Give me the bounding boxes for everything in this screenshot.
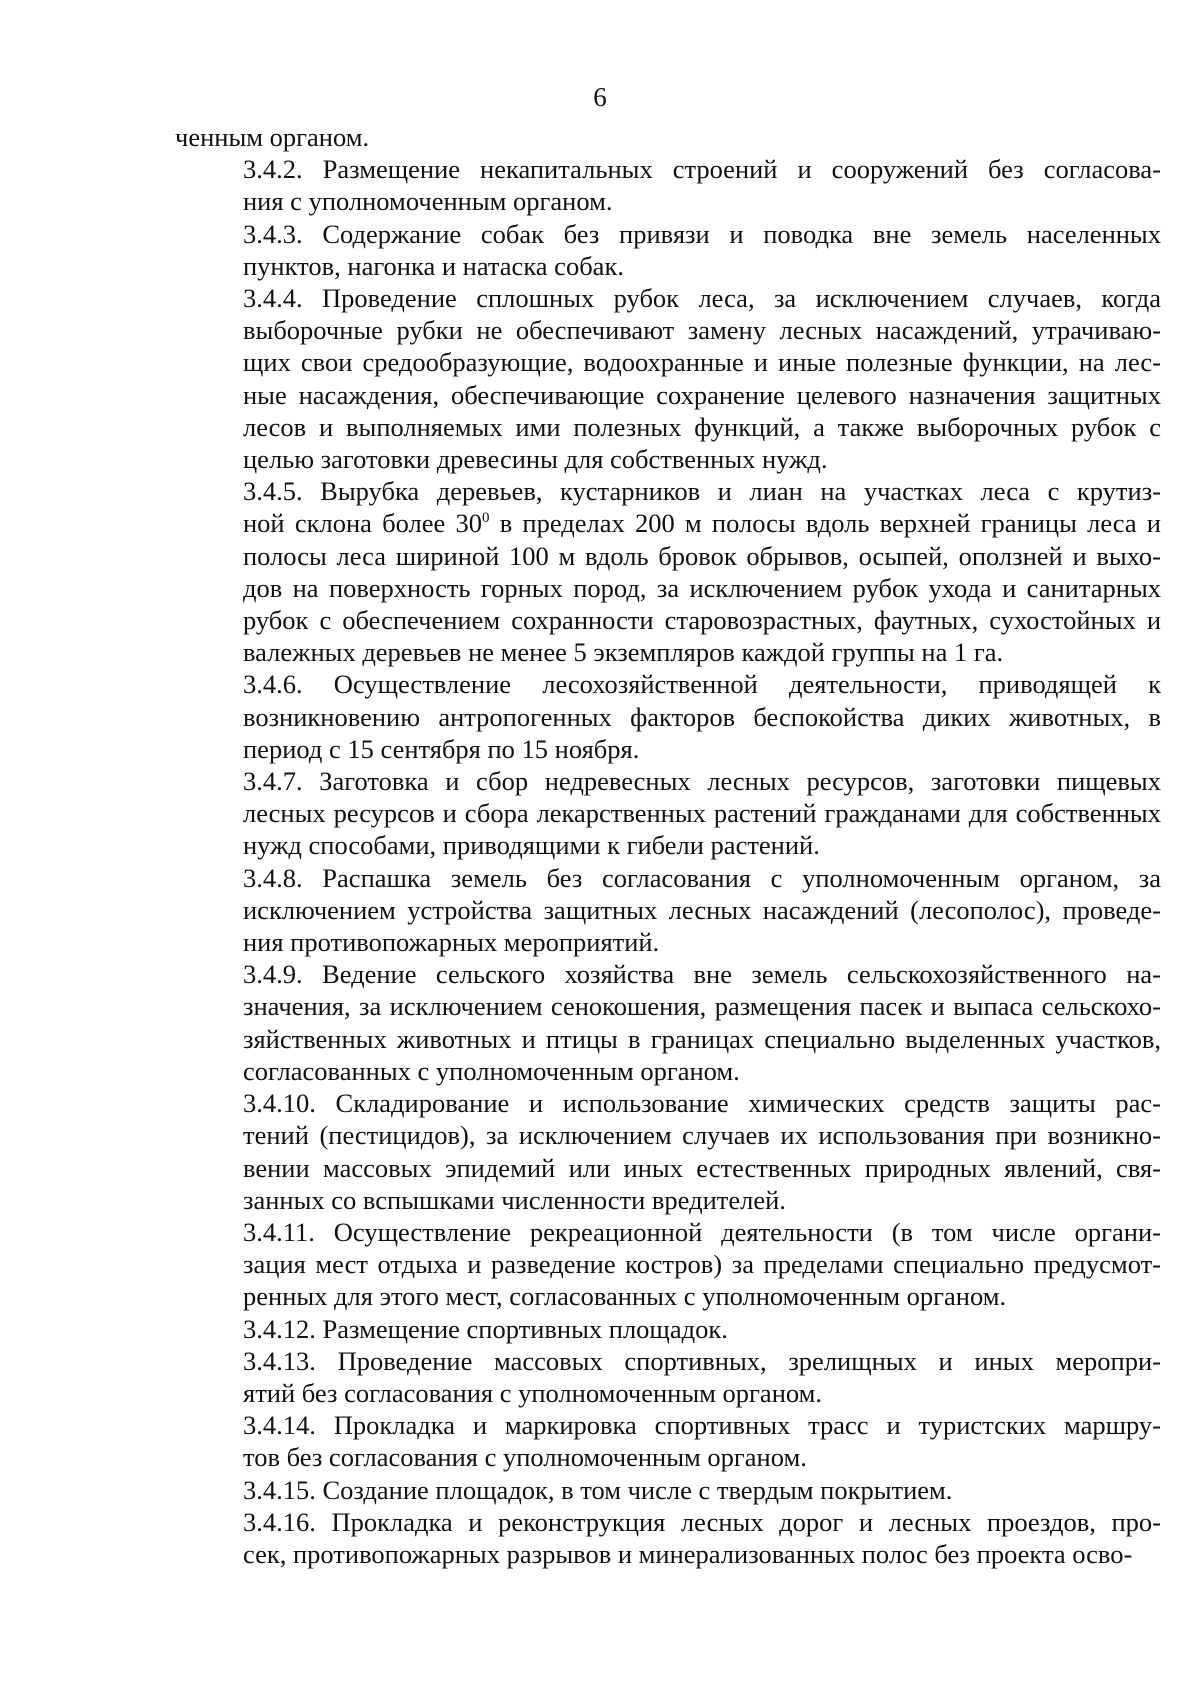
paragraph-p343 bbox=[175, 218, 1161, 282]
paragraph-p3416 bbox=[175, 1506, 1161, 1570]
paragraph-p3415 bbox=[175, 1474, 1161, 1506]
text-line: 3.4.4. Проведение сплошных рубок леса, за исключением случаев, когда bbox=[243, 283, 1161, 314]
paragraph-p342 bbox=[175, 153, 1161, 217]
text-line: значения, за исключением сенокошения, размещения пасек и выпаса сельскохо- bbox=[243, 991, 1161, 1022]
paragraph-p3414 bbox=[175, 1409, 1161, 1473]
text-line: рубок с обеспечением сохранности старовозрастных, фаутных, сухостойных и bbox=[243, 605, 1161, 636]
text-line: целью заготовки древесины для собственных нужд. bbox=[243, 444, 828, 475]
text-line: сек, противопожарных разрывов и минерализованных полос без проекта осво- bbox=[243, 1538, 1133, 1569]
text-line: тений (пестицидов), за исключением случаев их использования при возникно- bbox=[243, 1120, 1161, 1151]
paragraph-p3411 bbox=[175, 1216, 1161, 1313]
text-line: тов без согласования с уполномоченным органом. bbox=[243, 1442, 807, 1473]
text-line: ренных для этого мест, согласованных с уполномоченным органом. bbox=[243, 1281, 1007, 1312]
paragraph-cont bbox=[175, 121, 1161, 153]
text-line: 3.4.7. Заготовка и сбор недревесных лесных ресурсов, заготовки пищевых bbox=[243, 766, 1161, 797]
text-line: нужд способами, приводящими к гибели растений. bbox=[243, 830, 820, 861]
text-line: зация мест отдыха и разведение костров) за пределами специально предусмот- bbox=[243, 1249, 1161, 1280]
document-body bbox=[175, 121, 1161, 1570]
text-line: ния с уполномоченным органом. bbox=[243, 186, 613, 217]
text-line: дов на поверхность горных пород, за исключением рубок ухода и санитарных bbox=[243, 572, 1161, 603]
text-line: ятий без согласования с уполномоченным органом. bbox=[243, 1377, 823, 1408]
degree-superscript: 0 bbox=[481, 510, 490, 527]
text-line: 3.4.6. Осуществление лесохозяйственной деятельности, приводящей к bbox=[243, 669, 1161, 700]
text-line: полосы леса шириной 100 м вдоль бровок обрывов, осыпей, оползней и выхо- bbox=[243, 540, 1161, 571]
text-line: валежных деревьев не менее 5 экземпляров каждой группы на 1 га. bbox=[243, 637, 1004, 668]
text-line: 3.4.5. Вырубка деревьев, кустарников и лиан на участках леса с крутиз- bbox=[243, 476, 1161, 507]
paragraph-p344 bbox=[175, 282, 1161, 475]
text-line: 3.4.2. Размещение некапитальных строений и сооружений без согласова- bbox=[243, 154, 1161, 185]
text-line: пунктов, нагонка и натаска собак. bbox=[243, 250, 624, 281]
text-line: период с 15 сентября по 15 ноября. bbox=[243, 733, 640, 764]
text-line: вении массовых эпидемий или иных естественных природных явлений, свя- bbox=[243, 1152, 1161, 1183]
text-line: 3.4.8. Распашка земель без согласования с уполномоченным органом, за bbox=[243, 862, 1161, 893]
text-line: выборочные рубки не обеспечивают замену лесных насаждений, утрачиваю- bbox=[243, 315, 1161, 346]
paragraph-p348 bbox=[175, 862, 1161, 959]
text-line: согласованных с уполномоченным органом. bbox=[243, 1055, 740, 1086]
paragraph-p346 bbox=[175, 668, 1161, 765]
text-line: ной склона более $30^0$ в пределах 200 м полосы вдоль верхней границы леса и bbox=[243, 508, 1161, 539]
text-line: ченным органом. bbox=[175, 122, 370, 152]
text-line: 3.4.13. Проведение массовых спортивных, зрелищных и иных меропри- bbox=[243, 1345, 1161, 1376]
paragraph-p347 bbox=[175, 765, 1161, 862]
text-line: 3.4.9. Ведение сельского хозяйства вне земель сельскохозяйственного на- bbox=[243, 959, 1161, 990]
text-line: 3.4.10. Складирование и использование химических средств защиты рас- bbox=[243, 1088, 1161, 1119]
text-line: ные насаждения, обеспечивающие сохранение целевого назначения защитных bbox=[243, 379, 1161, 410]
text-line: лесов и выполняемых ими полезных функций, а также выборочных рубок с bbox=[243, 411, 1161, 442]
paragraph-p345 bbox=[175, 475, 1161, 668]
text-line: 3.4.3. Содержание собак без привязи и поводка вне земель населенных bbox=[243, 218, 1161, 249]
text-line: возникновению антропогенных факторов беспокойства диких животных, в bbox=[243, 701, 1161, 732]
text-line: 3.4.15. Создание площадок, в том числе с твердым покрытием. bbox=[243, 1474, 953, 1505]
text-line: 3.4.12. Размещение спортивных площадок. bbox=[243, 1313, 728, 1344]
text-line: 3.4.16. Прокладка и реконструкция лесных дорог и лесных проездов, про- bbox=[243, 1506, 1161, 1537]
page-number: 6 bbox=[593, 82, 607, 112]
paragraph-p3412 bbox=[175, 1313, 1161, 1345]
text-line: лесных ресурсов и сбора лекарственных растений гражданами для собственных bbox=[243, 798, 1161, 829]
paragraph-p349 bbox=[175, 958, 1161, 1087]
text-line: исключением устройства защитных лесных насаждений (лесополос), проведе- bbox=[243, 894, 1161, 925]
text-line: зяйственных животных и птицы в границах специально выделенных участков, bbox=[243, 1023, 1161, 1054]
text-line: 3.4.11. Осуществление рекреационной деятельности (в том числе органи- bbox=[243, 1216, 1161, 1247]
text-line: 3.4.14. Прокладка и маркировка спортивных трасс и туристских маршру- bbox=[243, 1410, 1161, 1441]
text-line: занных со вспышками численности вредителей. bbox=[243, 1184, 786, 1215]
paragraph-p3413 bbox=[175, 1345, 1161, 1409]
text-line: щих свои средообразующие, водоохранные и иные полезные функции, на лес- bbox=[243, 347, 1161, 378]
text-line: ния противопожарных мероприятий. bbox=[243, 927, 660, 958]
paragraph-p3410 bbox=[175, 1087, 1161, 1216]
